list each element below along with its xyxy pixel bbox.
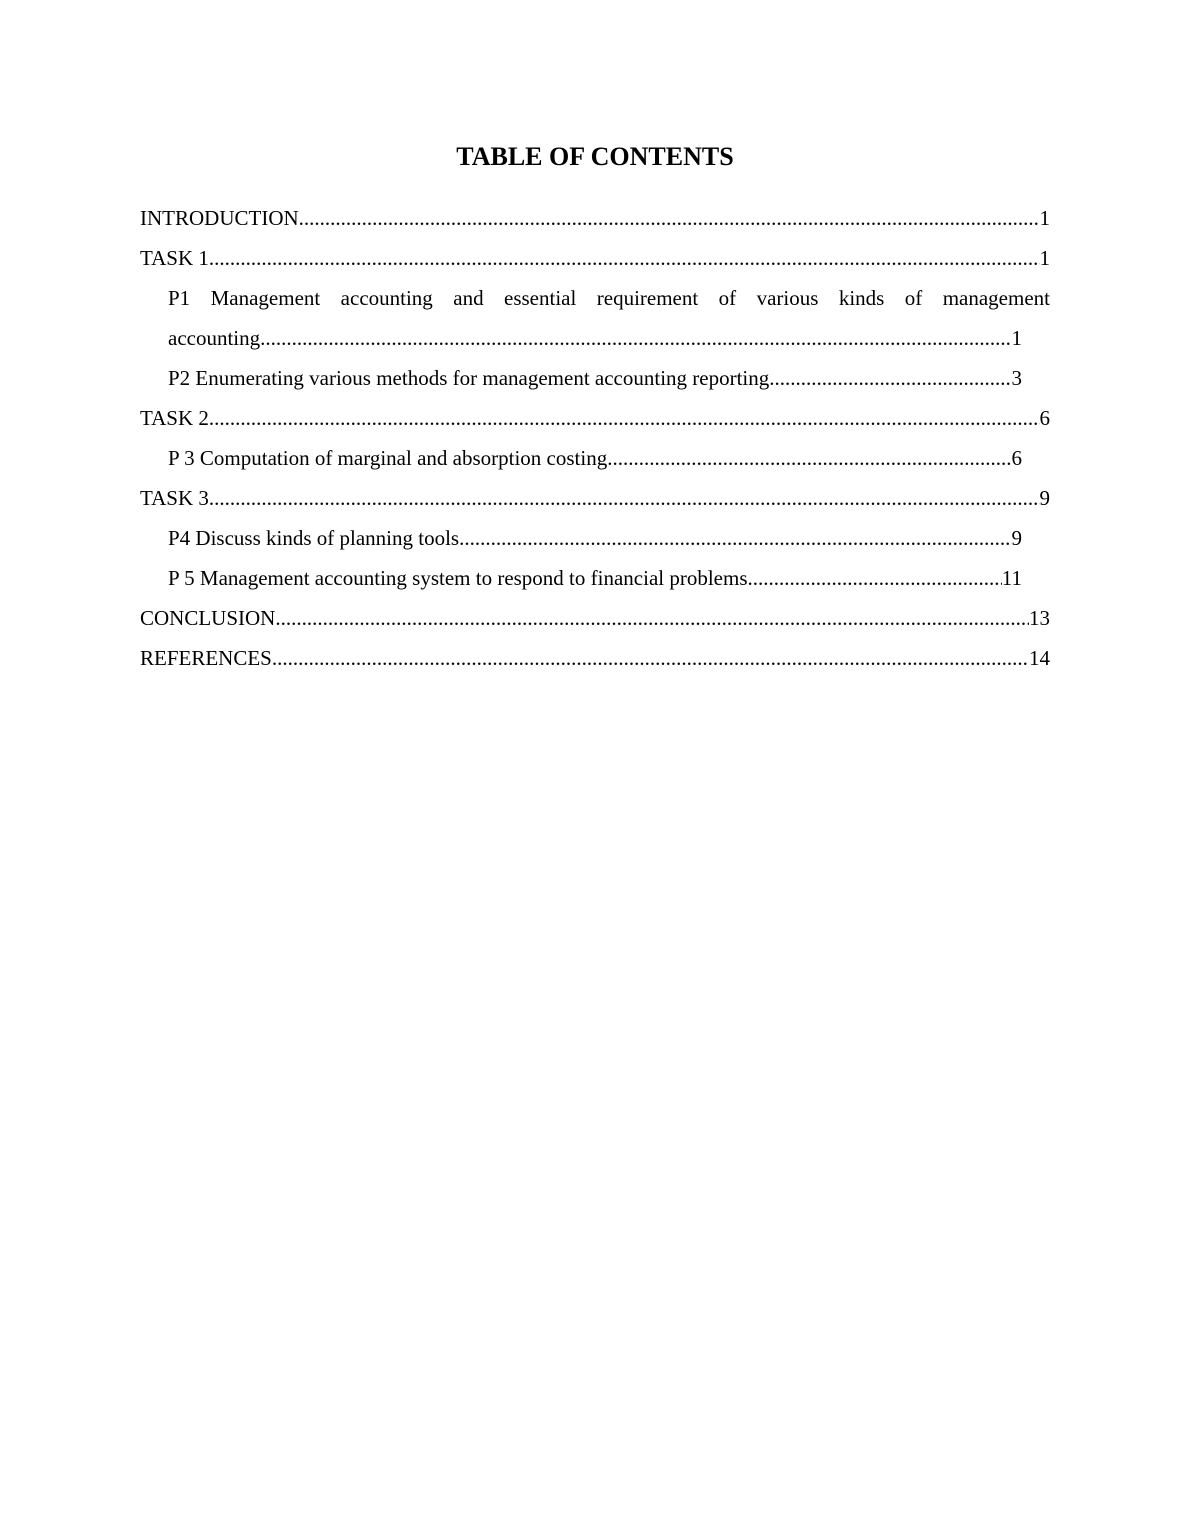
toc-entry-label: INTRODUCTION (140, 206, 299, 230)
toc-entry-conclusion[interactable] (140, 598, 1050, 638)
dot-leader (275, 598, 1029, 638)
toc-page-number: 9 (1039, 486, 1050, 510)
dot-leader (607, 438, 1011, 478)
toc-entry-label: TASK 3 (140, 486, 209, 510)
dot-leader (272, 638, 1029, 678)
toc-entry-p2[interactable] (168, 358, 1022, 398)
toc-entry-label: TASK 1 (140, 246, 209, 270)
toc-page-number: 1 (1039, 246, 1050, 270)
toc-entry-p4[interactable] (168, 518, 1022, 558)
dot-leader (459, 518, 1011, 558)
dot-leader (209, 238, 1040, 278)
toc-entry-p1[interactable] (168, 278, 1050, 358)
toc-entry-label: P2 Enumerating various methods for management accounting reporting (168, 366, 770, 390)
toc-entry-p3[interactable] (168, 438, 1022, 478)
toc-entry-references[interactable] (140, 638, 1050, 678)
toc-entry-label: REFERENCES (140, 646, 272, 670)
dot-leader (209, 478, 1040, 518)
toc-entry-label-line-2: accounting (168, 326, 261, 350)
toc-page-number: 13 (1029, 606, 1050, 630)
toc-entry-label: P 3 Computation of marginal and absorption costing (168, 446, 608, 470)
toc-page-number: 3 (1011, 366, 1022, 390)
toc-entry-task-1[interactable] (140, 238, 1050, 278)
toc-page-number: 1 (1039, 206, 1050, 230)
dot-leader (299, 198, 1040, 238)
toc-entry-task-2[interactable] (140, 398, 1050, 438)
toc-entry-label: P4 Discuss kinds of planning tools (168, 526, 460, 550)
toc-page-number: 11 (1001, 566, 1022, 590)
toc-entry-label: TASK 2 (140, 406, 209, 430)
toc-page-number: 14 (1029, 646, 1050, 670)
toc-entry-task-3[interactable] (140, 478, 1050, 518)
dot-leader (748, 558, 1002, 598)
dot-leader (209, 398, 1040, 438)
toc-heading: TABLE OF CONTENTS (456, 142, 734, 171)
toc-entry-introduction[interactable] (140, 198, 1050, 238)
toc-page-number: 6 (1039, 406, 1050, 430)
toc-page-number: 6 (1011, 446, 1022, 470)
toc-entry-label: P 5 Management accounting system to respond to financial problems (168, 566, 748, 590)
toc-entry-label-line-1: P1 Management accounting and essential requirement of various kinds of management (168, 286, 1050, 310)
toc-page-number: 9 (1011, 526, 1022, 550)
toc-entry-label: CONCLUSION (140, 606, 276, 630)
dot-leader (769, 358, 1011, 398)
toc-page-number: 1 (1011, 326, 1022, 350)
toc-entry-p5[interactable] (168, 558, 1022, 598)
table-of-contents (140, 198, 1050, 678)
dot-leader (260, 318, 1011, 358)
